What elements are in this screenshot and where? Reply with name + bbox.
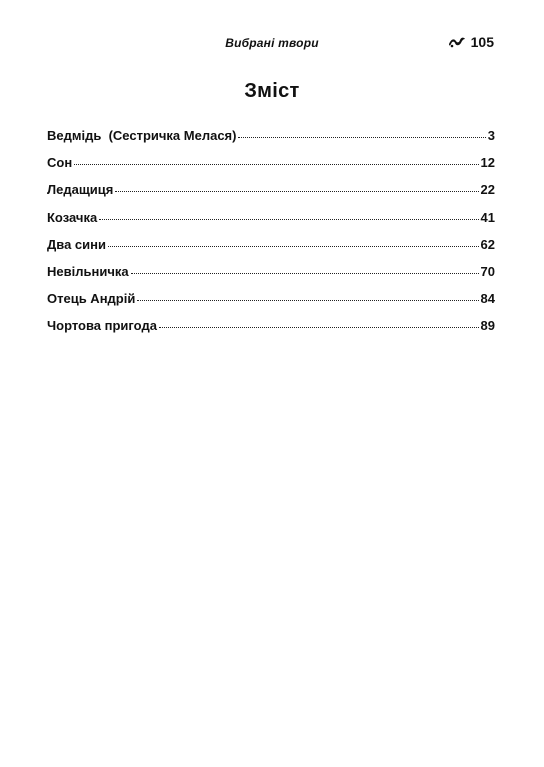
dot-leader bbox=[159, 327, 479, 328]
page-header bbox=[0, 34, 544, 56]
toc-entry-page: 41 bbox=[480, 209, 495, 225]
toc-entry-page: 3 bbox=[487, 128, 495, 143]
toc-entry-title: Козачка bbox=[47, 209, 98, 225]
dot-leader bbox=[108, 246, 479, 247]
dot-leader bbox=[115, 191, 478, 192]
toc-entry[interactable] bbox=[47, 182, 495, 209]
toc-entry-page: 12 bbox=[480, 155, 495, 171]
toc-entry-title: Сон bbox=[47, 155, 73, 171]
toc-entry-title: Невільничка bbox=[47, 263, 129, 279]
toc-entry[interactable] bbox=[47, 318, 495, 345]
page-number-group bbox=[448, 34, 494, 50]
toc-entry[interactable] bbox=[47, 210, 495, 237]
leaf-ornament-icon bbox=[448, 35, 466, 49]
toc-entry-page: 22 bbox=[480, 182, 495, 198]
dot-leader bbox=[238, 137, 485, 138]
toc-entry-title: Отець Андрій bbox=[47, 291, 136, 307]
page-title: Зміст bbox=[244, 80, 300, 102]
toc-entry-page: 89 bbox=[480, 318, 495, 334]
dot-leader bbox=[131, 273, 479, 274]
toc-entry-page: 62 bbox=[480, 236, 495, 252]
toc-entry-title: Чортова пригода bbox=[47, 318, 157, 334]
dot-leader bbox=[74, 164, 478, 165]
toc-entry[interactable] bbox=[47, 155, 495, 182]
page-number: 105 bbox=[470, 34, 494, 50]
toc-entry[interactable] bbox=[47, 237, 495, 264]
toc-entry-title: Два сини bbox=[47, 236, 106, 252]
toc-entry[interactable] bbox=[47, 128, 495, 155]
toc-entry[interactable] bbox=[47, 291, 495, 318]
table-of-contents bbox=[47, 128, 495, 346]
toc-entry-title: Ведмідь (Сестричка Мелася) bbox=[47, 128, 237, 143]
toc-entry-title: Ледащиця bbox=[47, 182, 114, 198]
toc-entry-page: 70 bbox=[480, 263, 495, 279]
dot-leader bbox=[137, 300, 478, 301]
running-title: Вибрані твори bbox=[225, 36, 319, 50]
dot-leader bbox=[99, 219, 478, 220]
toc-entry[interactable] bbox=[47, 264, 495, 291]
toc-entry-page: 84 bbox=[480, 291, 495, 307]
